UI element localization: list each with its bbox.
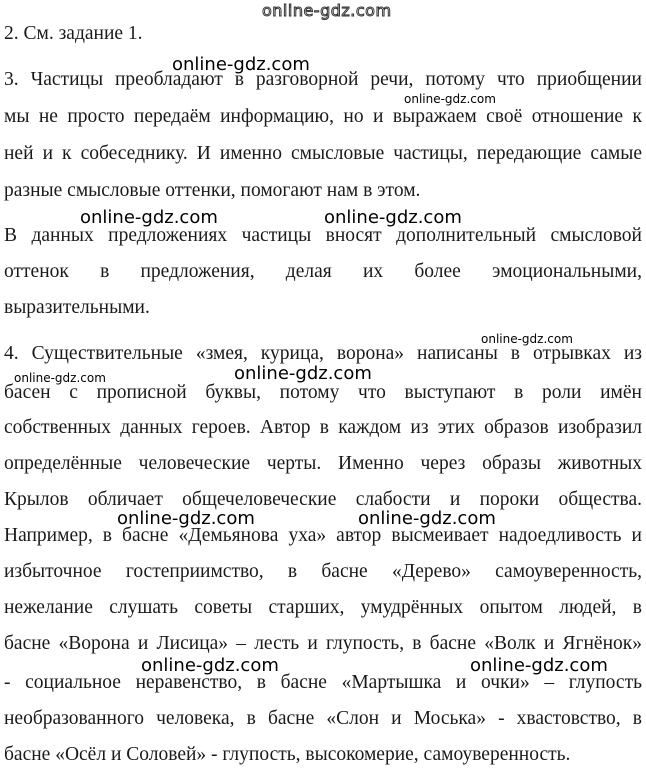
line-3: мы не просто передаём информацию, но и выражаем своё отношение к <box>4 106 642 127</box>
line-15: избыточное гостеприимство, в басне «Дерево» самоуверенность, <box>4 561 642 582</box>
watermark: online-gdz.com <box>324 207 462 228</box>
line-2: 3. Частицы преобладают в разговорной речи, потому что приобщении <box>4 69 642 90</box>
watermark: online-gdz.com <box>141 655 279 676</box>
line-20: басне «Осёл и Соловей» - глупость, высокомерие, самоуверенность. <box>4 744 571 765</box>
line-13: Крылов обличает общечеловеческие слабости и пороки общества. <box>4 489 642 510</box>
watermark-top: online-gdz.com <box>262 1 392 20</box>
line-17: басне «Ворона и Лисица» – лесть и глупость, в басне «Волк и Ягнёнок» <box>4 633 642 654</box>
watermark-small: online-gdz.com <box>14 371 106 385</box>
watermark: online-gdz.com <box>80 207 218 228</box>
line-11: собственных данных героев. Автор в каждом из этих образов изобразил <box>4 417 642 438</box>
line-14: Например, в басне «Демьянова уха» автор высмеивает надоедливость и <box>4 525 642 546</box>
line-9: 4. Существительные «змея, курица, ворона» написаны в отрывках из <box>4 343 642 364</box>
watermark: online-gdz.com <box>470 655 608 676</box>
watermark-small: online-gdz.com <box>404 92 496 106</box>
line-8: выразительными. <box>4 297 150 318</box>
line-12: определённые человеческие черты. Именно через образы животных <box>4 453 642 474</box>
line-4: ней и к собеседнику. И именно смысловые частицы, передающие самые <box>4 143 642 164</box>
watermark: online-gdz.com <box>358 508 496 529</box>
line-10: басен с прописной буквы, потому что выступают в роли имён <box>4 382 642 403</box>
watermark: online-gdz.com <box>172 54 310 75</box>
line-18: - социальное неравенство, в басне «Мартышка и очки» – глупость <box>4 672 642 693</box>
watermark: online-gdz.com <box>117 508 255 529</box>
line-1: 2. См. задание 1. <box>4 23 143 44</box>
line-5: разные смысловые оттенки, помогают нам в этом. <box>4 180 421 201</box>
watermark-small: online-gdz.com <box>481 332 573 346</box>
line-16: нежелание слушать советы старших, умудрённых опытом людей, в <box>4 597 642 618</box>
line-6: В данных предложениях частицы вносят дополнительный смысловой <box>4 225 642 246</box>
line-19: необразованного человека, в басне «Слон и Моська» - хвастовство, в <box>4 708 642 729</box>
line-7: оттенок в предложения, делая их более эмоциональными, <box>4 261 642 282</box>
watermark: online-gdz.com <box>234 363 372 384</box>
